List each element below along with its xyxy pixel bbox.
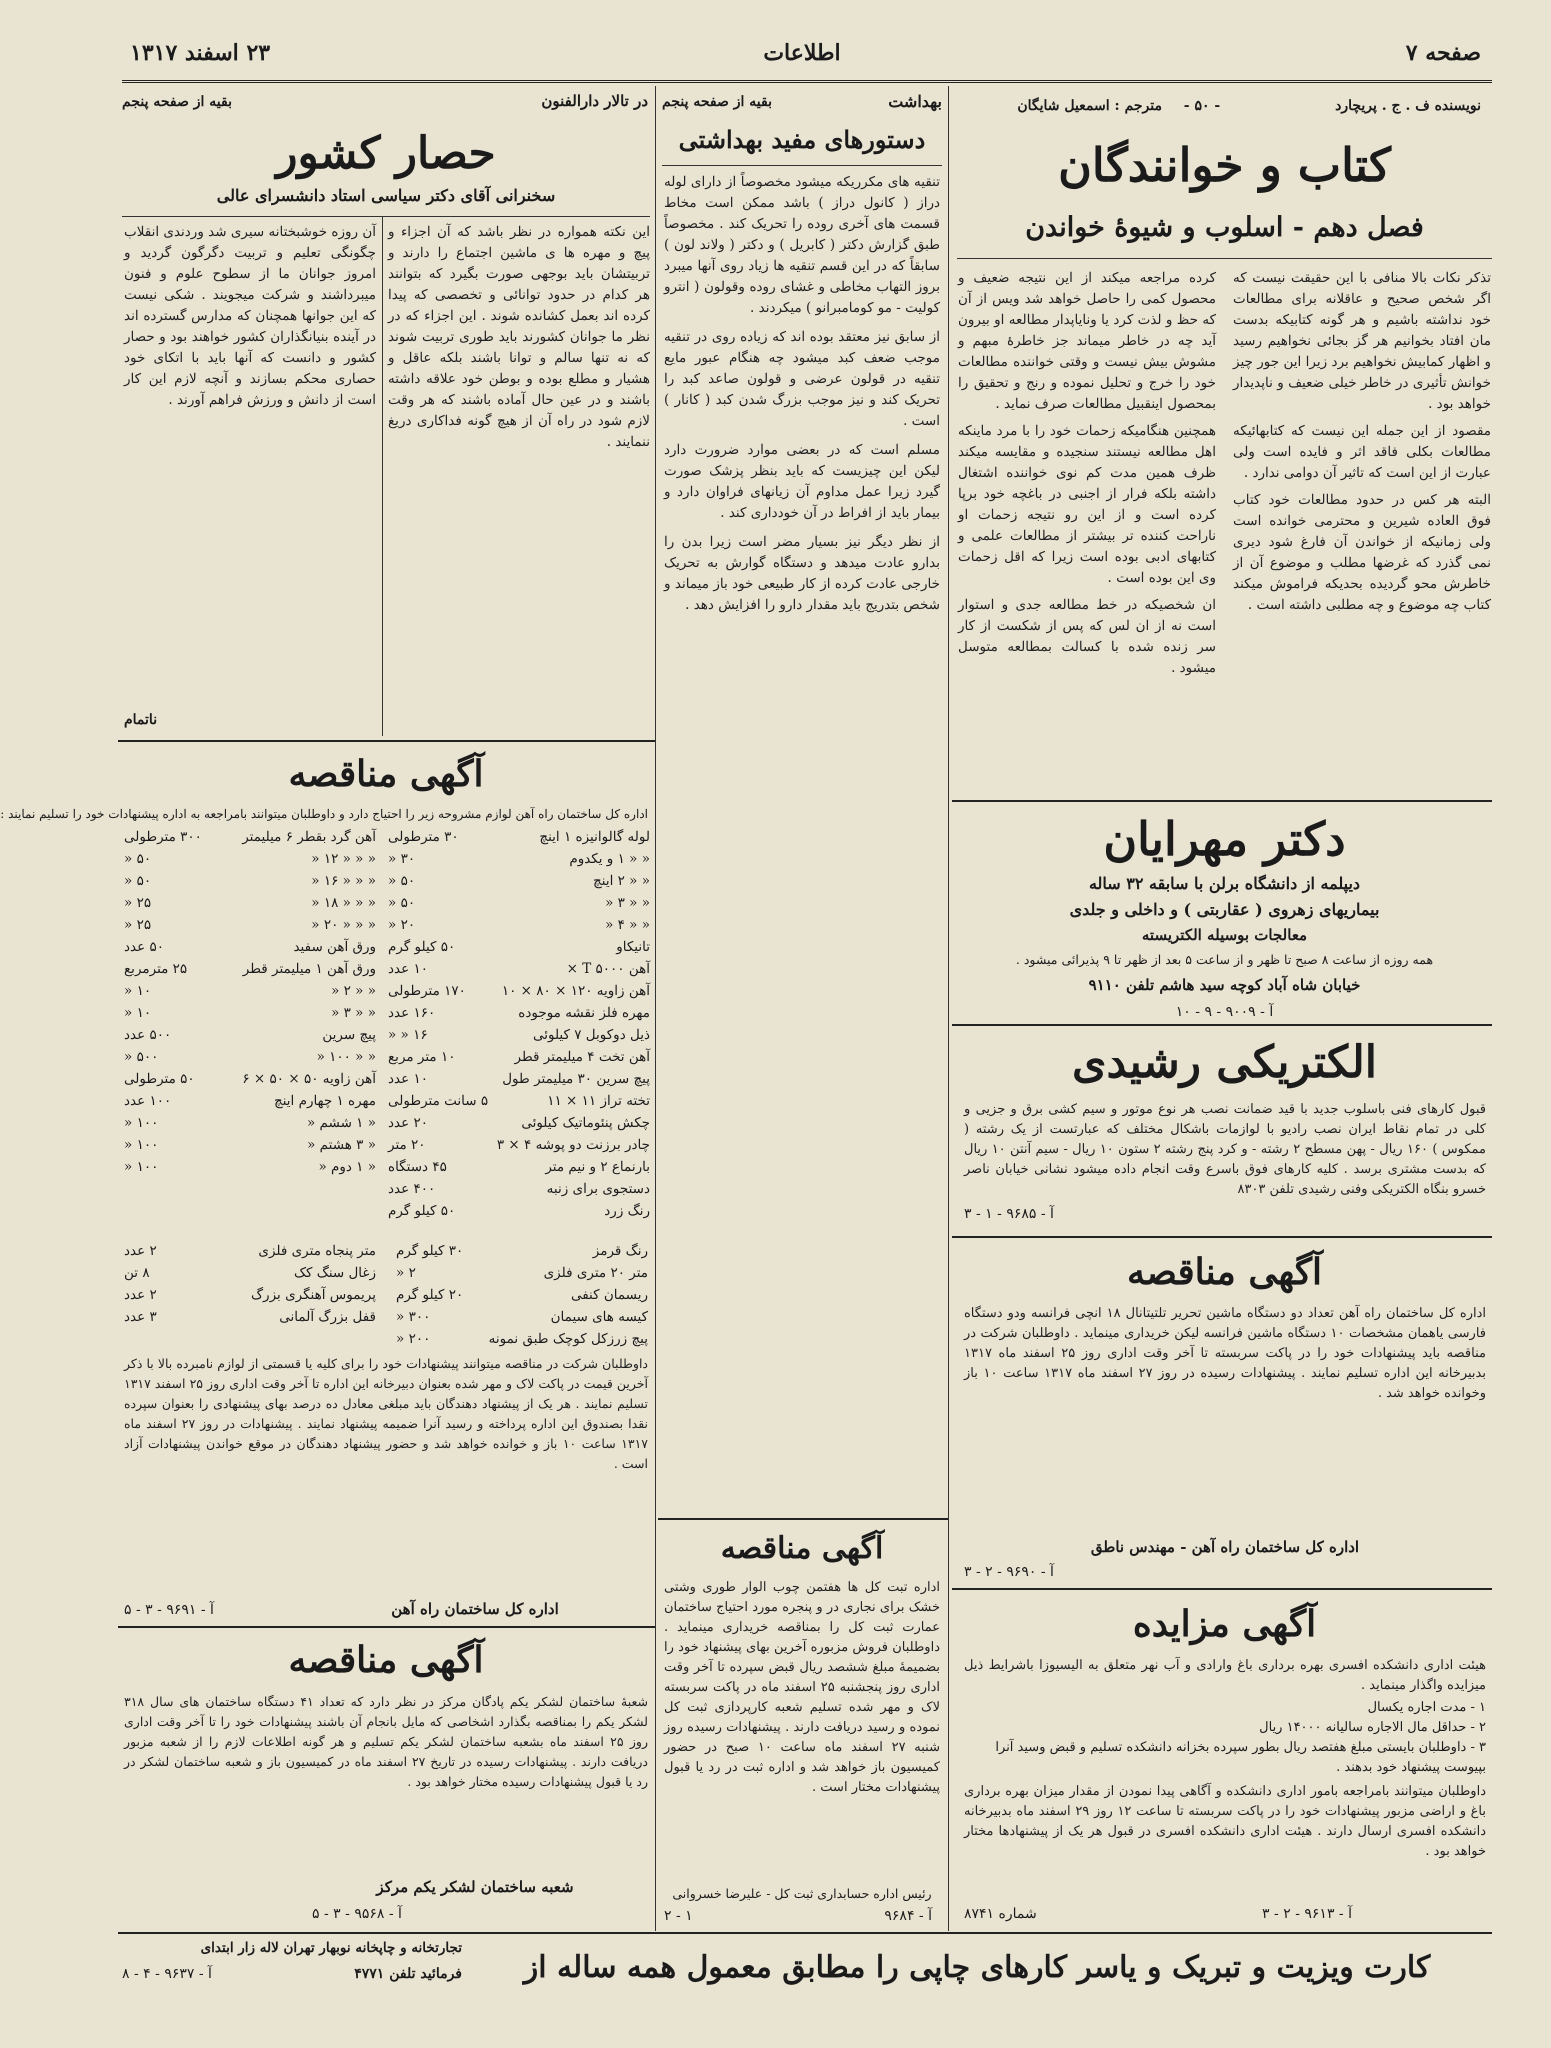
item-row xyxy=(124,892,376,914)
item-row xyxy=(388,1134,650,1156)
item-qty: ۵۰۰ « xyxy=(124,1049,159,1065)
item-name: « « ۲ « xyxy=(331,983,376,999)
item-row xyxy=(388,1156,650,1178)
book-column-left xyxy=(958,268,1216,796)
army-tender-text: شعبهٔ ساختمان لشکر یکم پادگان مرکز در نظر دارد که تعداد ۴۱ دستگاه ساختمان های سال ۳۱۸ لشکر یکم را بمناقصه بگذارد اشخاصی که مایل بانجام آن باشند پیشنهادات خود را تا آخر وقت اداری روز ۲۵ اسفند ماه بشعبه ساختمان لشکر یکم تسلیم و هر گونه اطلاعات لازم را از شعبه مزبور دریافت دارند . پیشنهادات رسیده در تاریخ ۲۷ اسفند ماه در کمیسیون باز و شعبه ساختمان لشکر در رد یا قبول پیشنهادات رسیده مختار خواهد بود . xyxy=(124,1694,649,1789)
item-name: متر ۲۰ متری فلزی xyxy=(543,1265,648,1281)
item-qty: ۲ « xyxy=(396,1265,416,1281)
item-qty: ۲۵ « xyxy=(124,917,152,933)
item-row xyxy=(124,914,376,936)
item-row xyxy=(124,980,376,1002)
item-qty: ۱۰ « xyxy=(124,983,152,999)
item-name: رنگ زرد xyxy=(604,1203,650,1219)
item-qty: ۵۰ کیلو گرم xyxy=(388,939,456,955)
book-paragraph: تذکر نکات بالا منافی با این حقیقت نیست که اگر شخص صحیح و عاقلانه برای مطالعات خود نداشته باشیم و هر گونه کتابیکه بدست مان افتاد بخوانیم هر گز بجائی نخواهیم رسید و اظهار کمابیش نخواهیم برد زیرا این جور چیز خوانش تأثیری در خاطر خیلی ضعیف و ناپدیدار خواهد بود . xyxy=(1233,270,1491,412)
item-qty: ۲۵ « xyxy=(124,895,152,911)
tender-text: اداره کل ساختمان راه آهن تعداد دو دستگاه ماشین تحریر تلتیتانال ۱۸ انچی فرانسه ودو دستگاه فارسی یاهمان مشخصات ۱۰ دستگاه ماشین فرانسه لیکن خریداری مینماید . داوطلبان شرکت در مناقصه باید پیشنهادات خود را در پاکت سربسته تا آخر وقت اداری روز ۲۵ اسفند ماه ۱۳۱۷ بدبیرخانه این اداره تسلیم نمایند . پیشنهادات رسیده در روز ۲۷ اسفند ماه ۱۳۱۷ ساعت ۱۰ باز وخوانده خواهد شد . xyxy=(964,1306,1486,1401)
health-title: دستورهای مفید بهداشتی xyxy=(678,125,926,154)
rail-tender-title: آگهی مناقصه xyxy=(288,753,484,795)
item-name: پیچ سرین xyxy=(322,1027,376,1043)
item-qty: ۵۰ « xyxy=(388,895,416,911)
wood-tender-code-left: ۱ - ۲ xyxy=(664,1908,693,1924)
tender-title: آگهی مناقصه xyxy=(1126,1251,1323,1293)
item-qty: ۴۵ دستگاه xyxy=(388,1159,447,1175)
item-row xyxy=(388,1112,650,1134)
rail-items-bottom xyxy=(124,1240,648,1352)
health-paragraph: از نظر دیگر نیز بسیار مضر است زیرا بدن را بدارو عادت میدهد و دستگاه گوارش به تحریک خارجی عادت کرده از کار طبیعی خود باز میماند و شخص بتدریج باید مقدار دارو را افزایش دهد . xyxy=(664,534,940,613)
item-name: آهن T ۵۰۰۰ × xyxy=(566,961,650,977)
tender-code: آ - ۹۶۹۰ - ۲ - ۳ xyxy=(964,1564,1054,1580)
doctor-ad-line: بیماریهای زهروی ( عقاربتی ) و داخلی و جلدی xyxy=(1069,900,1380,919)
book-paragraph: ان شخصیکه در خط مطالعه جدی و استوار است نه از ان لس که پس از شکست از کار سر زنده شده با کسالت بمطالعه متوسل میشود . xyxy=(958,597,1216,676)
item-name: « « « ۱۲ « xyxy=(311,851,376,867)
item-name: « « ۳ « xyxy=(331,1005,376,1021)
column-divider xyxy=(948,86,949,1931)
book-paragraph: همچنین هنگامیکه زحمات خود را با مرد ماینکه اهل مطالعه نیستند سنجیده و مقایسه میکند ظرف همین مدت کم نوی خواننده اشتغال داشته بلکه فرار از اجنبی در باغچه خود برپا کرده است و از این رو نتیجه زحمات او ناراحت کننده تر بیشتر از مطالعات علمی و کتابهای ادبی بوده است زیرا که اقل زحمات وی این بوده است . xyxy=(958,423,1216,586)
doctor-ad-address: خیابان شاه آباد کوچه سید هاشم تلفن ۹۱۱۰ xyxy=(1088,976,1361,994)
item-name: ذیل دوکوبل ۷ کیلوئی xyxy=(532,1027,650,1043)
item-name: دستجوی برای زنبه xyxy=(546,1181,650,1197)
item-name: چادر برزنت دو پوشه ۴ × ۳ xyxy=(496,1137,650,1153)
item-name: پیچ زرزکل کوچک طبق نمونه xyxy=(488,1331,648,1347)
book-title-rule xyxy=(957,258,1492,259)
doctor-ad-code: آ - ۹۰۰۹ - ۹ - ۱۰ xyxy=(1175,1004,1274,1020)
item-row xyxy=(396,1240,648,1262)
item-row xyxy=(388,848,650,870)
item-qty: ۵۰ « xyxy=(124,873,152,889)
item-name: « « ۲ اینچ xyxy=(593,873,650,889)
item-name: لوله گالوانیزه ۱ اینچ xyxy=(539,829,650,845)
book-subtitle: فصل دهم - اسلوب و شیوهٔ خواندن xyxy=(1025,212,1424,243)
item-row xyxy=(124,1134,376,1156)
item-row xyxy=(388,892,650,914)
item-row xyxy=(124,870,376,892)
item-name: قفل بزرگ آلمانی xyxy=(279,1309,376,1325)
item-qty: ۱۶ « « xyxy=(388,1027,428,1043)
item-qty: ۵۰ کیلو گرم xyxy=(388,1203,456,1219)
book-paragraph: مقصود از این جمله این نیست که کتابهائیکه مطالعات بکلی فاقد اثر و فایده است ولی عبارت از این است که تاثیر آن دوامی ندارد . xyxy=(1233,423,1491,481)
doctor-ad-line: دیپلمه از دانشگاه برلن با سابقه ۳۲ ساله xyxy=(1088,874,1361,893)
item-row xyxy=(388,936,650,958)
electric-ad-text: قبول کارهای فنی باسلوب جدید با قید ضمانت نصب هر نوع موتور و سیم کشی برق و جزیی و کلی در تمام نقاط ایران نصب رادیو با لوازمات باشکال مختلف که عبارتست از یک رشته ( ممکوس ) ۱۶۰ ریال - پهن مسطح ۲ رشته - و کرد پنج رشته ۲ ستون ۱۰ ریال - سیم آنتن ۱۰ ریال که بدست مشتری برسد . کلیه کارهای فوق باسرع وقت انجام داده میشود نشانی خیابان ناصر خسرو بنگاه الکتریکی وفنی رشیدی تلفن ۸۳۰۳ xyxy=(964,1102,1487,1197)
rail-tender-code: آ - ۹۶۹۱ - ۳ - ۵ xyxy=(124,1602,214,1618)
masthead-rule xyxy=(122,80,1492,83)
wood-tender-title: آگهی مناقصه xyxy=(720,1531,884,1566)
item-row xyxy=(388,1090,650,1112)
item-qty: ۳۰۰ مترطولی xyxy=(124,829,202,845)
item-row xyxy=(396,1262,648,1284)
item-name: ورق آهن سفید xyxy=(293,939,376,955)
masthead-page-no: صفحه ۷ xyxy=(1405,40,1481,66)
item-qty: ۱۰ « xyxy=(124,1005,152,1021)
item-row xyxy=(388,914,650,936)
section-rule xyxy=(952,800,1492,802)
item-qty: ۲۰ « xyxy=(388,917,416,933)
wood-tender-code-right: آ - ۹۶۸۴ xyxy=(884,1908,932,1924)
health-title-rule xyxy=(662,165,942,166)
footer-code: آ - ۹۶۳۷ - ۴ - ۸ xyxy=(122,1966,212,1982)
item-row xyxy=(124,1240,376,1262)
masthead-date: ۲۳ اسفند ۱۳۱۷ xyxy=(130,40,271,66)
footer-address: تجارتخانه و چاپخانه نوبهار تهران لاله زار ابتدای xyxy=(200,1940,462,1956)
item-row xyxy=(124,936,376,958)
item-name: « « ۳ « xyxy=(605,895,650,911)
item-name: بارنماع ۲ و نیم متر xyxy=(545,1159,650,1175)
item-name: مهره فلز نقشه موجوده xyxy=(518,1005,650,1021)
item-name: مهره ۱ چهارم اینچ xyxy=(274,1093,376,1109)
item-name: « « « ۱۶ « xyxy=(311,873,376,889)
item-qty: ۳۰ مترطولی xyxy=(388,829,459,845)
electric-ad-code: آ - ۹۶۸۵ - ۱ - ۳ xyxy=(964,1206,1054,1222)
item-row xyxy=(124,958,376,980)
doctor-ad-name: دکتر مهرایان xyxy=(1103,812,1346,866)
section-rule xyxy=(952,1236,1492,1238)
item-row xyxy=(396,1306,648,1328)
health-paragraph: مسلم است که در بعضی موارد ضرورت دارد لیکن این چیزیست که باید بنظر پزشک صورت گیرد زیرا عمل مداوم آن زیانهای فراوان دارد و بیمار باید از افراط در آن خودداری کند . xyxy=(664,442,940,521)
book-paragraph: البته هر کس در حدود مطالعات خود کتاب فوق العاده شیرین و محترمی خوانده است ولی زمانیکه از خواندن آن فارغ شود دیری نمی گذرد که غرضها مطلب و موضوع آن از خاطرش محو گردیده بحدیکه فراموش میکند کتاب چه موضوع و چه مطلبی داشته است . xyxy=(1233,492,1491,613)
item-row xyxy=(388,1068,650,1090)
health-head-right: بهداشت xyxy=(888,92,942,111)
auction-code-right: آ - ۹۶۱۳ - ۲ - ۳ xyxy=(1262,1906,1352,1922)
item-name: آهن زاویه ۵۰ × ۵۰ × ۶ xyxy=(242,1071,376,1087)
doctor-ad-line: همه روزه از ساعت ۸ صبح تا ظهر و از ساعت ۵ بعد از ظهر تا ۹ پذیرائی میشود . xyxy=(1015,952,1434,967)
auction-item: ۲ - حداقل مال الاجاره سالیانه ۱۴۰۰۰ ریال xyxy=(1259,1720,1486,1735)
lecture-tail: ناتمام xyxy=(124,712,158,728)
item-qty: ۲۰ کیلو گرم xyxy=(396,1287,464,1303)
footer-rule xyxy=(118,1932,1492,1934)
item-row xyxy=(124,1156,376,1178)
doctor-ad-line: معالجات بوسیله الکتریسته xyxy=(1141,926,1308,944)
rail-tender-intro: اداره کل ساختمان راه آهن لوازم مشروحه زیر را احتیاج دارد و داوطلبان میتوانند بامراجعه به اداره پیشنهادات خود را تسلیم نمایند : xyxy=(0,807,648,821)
health-body xyxy=(664,172,940,1514)
item-qty: ۱۰۰ « xyxy=(124,1159,159,1175)
lecture-title: حصار کشور xyxy=(276,128,496,179)
item-name: رنگ قرمز xyxy=(592,1243,648,1259)
item-name: « ۱ ششم « xyxy=(306,1115,376,1131)
item-row xyxy=(388,958,650,980)
rail-items-left xyxy=(124,826,376,1188)
item-name: متر پنجاه متری فلزی xyxy=(258,1243,376,1259)
item-qty: ۱۰۰ عدد xyxy=(124,1093,172,1109)
item-name: تانیکاو xyxy=(616,939,650,955)
masthead-paper-name: اطلاعات xyxy=(763,40,841,66)
item-name: ریسمان کنفی xyxy=(570,1287,648,1303)
item-qty: ۲ عدد xyxy=(124,1287,157,1303)
item-name: « « ۴ « xyxy=(605,917,650,933)
item-row xyxy=(388,980,650,1002)
item-name: « ۱ دوم « xyxy=(318,1159,376,1175)
item-qty: ۸ تن xyxy=(124,1265,150,1281)
section-rule xyxy=(658,1518,948,1520)
item-qty: ۱۶۰ عدد xyxy=(388,1005,436,1021)
lecture-head-left: بقیه از صفحه پنجم xyxy=(122,94,232,110)
item-row xyxy=(388,1200,650,1222)
item-qty: ۵۰ مترطولی xyxy=(124,1071,195,1087)
auction-text: داوطلبان میتوانند بامراجعه بامور اداری دانشکده و آگاهی پیدا نمودن از مقدار میزان بهره برداری باغ و اراضی مزبور پیشنهادات خود را در پاکت سربسته تا ساعت ۱۲ روز ۲۹ اسفند ماه بدبیرخانه دانشکده افسری ارسال دارند . هیئت اداری دانشکده افسری در قبول هر یک از پیشنهادها مختار خواهد بود . xyxy=(964,1784,1486,1859)
wood-tender-sign: رئیس اداره حسابداری ثبت کل - علیرضا خسروانی xyxy=(672,1886,932,1901)
item-qty: ۱۰ عدد xyxy=(388,1071,428,1087)
book-byline-dash: - ۵۰ - xyxy=(1183,98,1221,114)
item-name: چکش پنئوماتیک کیلوئی xyxy=(521,1115,650,1131)
tender-sign: اداره کل ساختمان راه آهن - مهندس ناطق xyxy=(1090,1538,1360,1556)
section-rule xyxy=(118,740,655,742)
item-qty: ۳ عدد xyxy=(124,1309,157,1325)
item-qty: ۵۰ « xyxy=(124,851,152,867)
item-qty: ۴۰۰ عدد xyxy=(388,1181,436,1197)
army-tender-code: آ - ۹۵۶۸ - ۳ - ۵ xyxy=(312,1906,402,1922)
item-row xyxy=(124,1284,376,1306)
auction-item: ۳ - داوطلبان بایستی مبلغ هفتصد ریال بطور سپرده بخزانه دانشکده تسلیم و قبض وسید آنرا بپیوست پیشنهاد خود بدهند . xyxy=(995,1740,1486,1775)
section-rule xyxy=(952,1588,1492,1590)
footer-banner: کارت ویزیت و تبریک و یاسر کارهای چاپی را مطابق معمول همه ساله از xyxy=(523,1950,1431,1985)
lecture-body-left: آن روزه خوشبختانه سیری شد وردندی انقلاب چگونگی تعلیم و تربیت دگرگون گردید و امروز جوانان ما از سطوح علوم و فنون میبرداشند و شرکت میجویند . شکی نیست که این جوانها همچنان که مدارس گسترده اند در آینده بنیانگذاران کشور خواهند بود و حصار کشور و دانست که آنها باید با اتکای خود حصاری محکم بسازند و آنچه لازم این کار است از دانش و ورزش فراهم آورند . xyxy=(123,224,376,408)
item-qty: ۲۰ عدد xyxy=(388,1115,428,1131)
item-row xyxy=(388,1046,650,1068)
book-byline-translator: مترجم : اسمعیل شایگان xyxy=(1017,98,1162,114)
health-paragraph: از سابق نیز معتقد بوده اند که زیاده روی در تنقیه موجب ضعف کبد میشود چه هنگام عبور مایع تنقیه در قولون عرضی و قولون صاعد کبد را تحریک کند و نیز موجب بزرگ شدن کبد ( کانار ) است . xyxy=(664,329,940,429)
footer-phone: فرمائید تلفن ۴۷۷۱ xyxy=(354,1966,462,1982)
army-tender-title: آگهی مناقصه xyxy=(288,1639,484,1681)
item-name: کیسه های سیمان xyxy=(550,1309,648,1325)
rail-tender-text: داوطلبان شرکت در مناقصه میتوانند پیشنهادات خود را برای کلیه یا قسمتی از لوازم نامبرده بالا با ذکر آخرین قیمت در پاکت لاک و مهر شده بعنوان دبیرخانه این اداره تا آخر وقت اداری روز ۲۵ اسفند ۱۳۱۷ تسلیم نمایند . هر یک از پیشنهاد دهندگان باید مبلغی معادل ده درصد بهای پیشنهادی را بعنوان سپرده نقدا بصندوق این اداره پرداخته و رسید آنرا ضمیمه پیشنهاد نمایند . پیشنهادات در روز ۲۷ اسفند ماه ۱۳۱۷ ساعت ۱۰ باز و خوانده خواهد شد و حضور پیشنهاد دهندگان در موقع خواندن پیشنهادات آزاد است . xyxy=(124,1356,649,1471)
item-name: آهن زاویه ۱۲۰ × ۸۰ × ۱۰ xyxy=(501,983,650,999)
item-row xyxy=(124,1046,376,1068)
lecture-head-right: در تالار دارالفنون xyxy=(541,92,648,110)
item-row xyxy=(124,1306,376,1328)
item-row xyxy=(124,1112,376,1134)
item-qty: ۱۰۰ « xyxy=(124,1115,159,1131)
electric-ad-name: الکتریکی رشیدی xyxy=(1072,1037,1377,1088)
item-qty: ۳۰ کیلو گرم xyxy=(396,1243,464,1259)
item-name: « « ۱ و یکدوم xyxy=(569,851,650,867)
item-qty: ۲ عدد xyxy=(124,1243,157,1259)
lecture-title-rule xyxy=(122,216,650,217)
item-qty: ۱۰ متر مربع xyxy=(388,1049,456,1065)
auction-code-left: شماره ۸۷۴۱ xyxy=(964,1906,1037,1922)
column-divider xyxy=(655,86,656,1931)
item-name: آهن گرد بقطر ۶ میلیمتر xyxy=(242,829,376,845)
item-row xyxy=(124,848,376,870)
rail-tender-sign: اداره کل ساختمان راه آهن xyxy=(391,1600,559,1618)
rail-items-right xyxy=(388,826,650,1240)
item-qty: ۵۰ « xyxy=(388,873,416,889)
book-byline-author: نویسنده ف . ج . پریچارد xyxy=(1335,98,1481,114)
item-name: پریموس آهنگری بزرگ xyxy=(250,1287,376,1303)
auction-title: آگهی مزایده xyxy=(1132,1603,1317,1645)
item-row xyxy=(124,1090,376,1112)
book-title: کتاب و خوانندگان xyxy=(1058,138,1391,192)
item-name: « « ۱۰۰ « xyxy=(316,1049,376,1065)
section-rule xyxy=(118,1626,655,1628)
item-qty: ۵۰ عدد xyxy=(124,939,164,955)
auction-items xyxy=(964,1698,1486,1780)
army-tender-sign: شعبه ساختمان لشکر یکم مرکز xyxy=(376,1878,574,1896)
health-head-left: بقیه از صفحه پنجم xyxy=(662,94,772,110)
book-paragraph: کرده مراجعه میکند از این نتیجه ضعیف و محصول کمی را حاصل خواهد شد ویس از آن که حظ و لذت کرد یا ونایاپدار مطالعه او بیرون آید چه در خاطر میماند جز خاطرهٔ مبهم و مشوش بیش نیست و وقتی خواننده مطالعات خود را خرج و تحلیل نموده و رنج و تحقیق را بمحصول اینقبیل مطالعات صرف نماید . xyxy=(958,270,1216,412)
item-name: زغال سنگ کک xyxy=(293,1265,376,1281)
item-qty: ۲۰ متر xyxy=(388,1137,426,1153)
health-paragraph: تنقیه های مکرریکه میشود مخصوصاً از دارای لوله دراز ( کانول دراز ) باشد ممکن است مخاط قسمت های آخری روده را تحریک کند . مخصوصاً طبق گزارش دکتر ( کابریل ) و دکتر ( ولاند لون ) سابقاً که در این قسم تنقیه ها زیاد روی آنها میبرد بروز التهاب مخاطی و غشای روده وقولون ( انترو کولیت - مو کومامبرانو ) میکردند . xyxy=(664,174,940,316)
item-row xyxy=(396,1284,648,1306)
item-name: « ۳ هشتم « xyxy=(307,1137,376,1153)
item-name: پیچ سرین ۳۰ میلیمتر طول xyxy=(502,1071,650,1087)
item-row xyxy=(388,1178,650,1200)
auction-item: ۱ - مدت اجاره یکسال xyxy=(1367,1700,1486,1715)
column-divider xyxy=(382,216,383,736)
item-row xyxy=(124,1262,376,1284)
item-qty: ۱۰۰ « xyxy=(124,1137,159,1153)
item-name: تخته تراز ۱۱ × ۱۱ xyxy=(547,1093,650,1109)
item-name: آهن تخت ۴ میلیمتر قطر xyxy=(514,1049,650,1065)
item-row xyxy=(124,1002,376,1024)
item-qty: ۱۷۰ مترطولی xyxy=(388,983,466,999)
item-row xyxy=(388,1024,650,1046)
lecture-subtitle: سخنرانی آقای دکتر سیاسی استاد دانشسرای عالی xyxy=(216,186,556,205)
item-qty: ۵ سانت مترطولی xyxy=(388,1093,489,1109)
item-name: ورق آهن ۱ میلیمتر قطر xyxy=(242,961,376,977)
item-qty: ۳۰۰ « xyxy=(396,1309,431,1325)
item-row xyxy=(124,1024,376,1046)
item-row xyxy=(124,826,376,848)
item-qty: ۳۰ « xyxy=(388,851,416,867)
item-row xyxy=(396,1328,648,1350)
item-qty: ۵۰۰ عدد xyxy=(124,1027,172,1043)
wood-tender-text: اداره تبت کل ها هفتمن چوب الوار طوری وشتی خشک برای نجاری در و پنجره مورد احتیاج ساختمان عمارت ثبت کل را بمناقصه خریداری مینماید . داوطلبان فروش مزبوره آخرین بهای پیشنهاد خود را بضمیمهٔ مبلغ ششصد ریال قبض سپرده تا آخر وقت اداری روز پنجشنبه ۲۵ اسفند ماه در پاکت سربسته لاک و مهر شده تسلیم شعبه کارپردازی ثبت کل نموده و رسید دریافت دارند . پیشنهادات رسیده روز شنبه ۲۷ اسفند ماه ساعت ۱۰ صبح در حضور کمیسیون باز خواهد شد و اداره ثبت در رد یا قبول پیشنهادات مختار است . xyxy=(664,1580,941,1795)
item-row xyxy=(388,1002,650,1024)
book-column-right xyxy=(1233,268,1491,796)
item-name: « « « ۱۸ « xyxy=(311,895,376,911)
item-row xyxy=(388,826,650,848)
item-row xyxy=(388,870,650,892)
lecture-body-right: این نکته همواره در نظر باشد که آن اجزاء و پیچ و مهره ها ی ماشین اجتماع را دارند و تربیتشان باید بوجهی صورت بگیرد که بتوانند هر کدام در حدود توانائی و تخصصی که پیدا کرده اند بعمل کشانده شوند . این اجزاء که در نظر ما جوانان کشورند باید طوری تربیت شوند که نه تنها سالم و توانا باشند بلکه عاقل و هشیار و مطلع بوده و بوطن خود علاقه داشته باشند و در عین حال آماده باشند که هر وقت لازم شود در راه آن از هیچ گونه فداکاری دریغ ننمایند . xyxy=(388,224,650,450)
item-qty: ۲۰۰ « xyxy=(396,1331,431,1347)
auction-intro: هیئت اداری دانشکده افسری بهره برداری باغ وارادی و آب نهر متعلق به الیسیوزا باشرایط ذیل میزایده واگذار مینماید . xyxy=(964,1658,1486,1693)
item-qty: ۲۵ مترمربع xyxy=(124,961,188,977)
item-qty: ۱۰ عدد xyxy=(388,961,428,977)
section-rule xyxy=(952,1024,1492,1026)
item-name: « « « ۲۰ « xyxy=(311,917,376,933)
item-row xyxy=(124,1068,376,1090)
